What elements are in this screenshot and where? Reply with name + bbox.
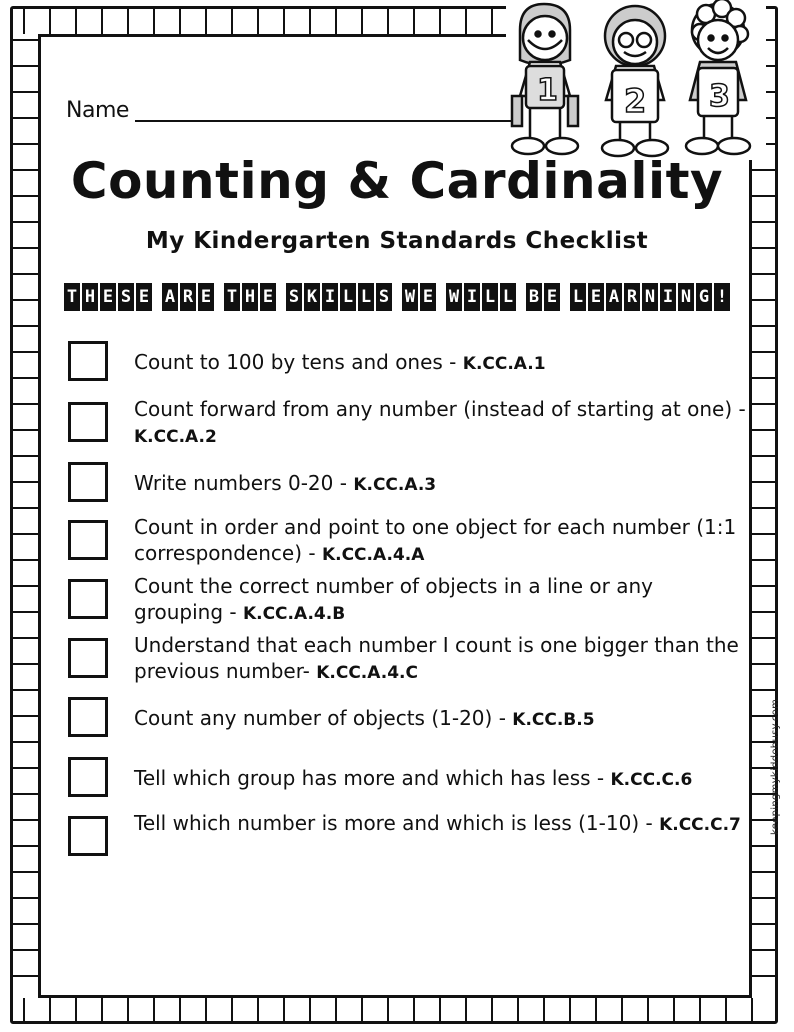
checkbox[interactable] (68, 638, 108, 678)
checklist-item-text (134, 573, 748, 627)
banner-letter: S (376, 283, 392, 311)
banner-word (570, 283, 730, 313)
standard-code: K.CC.A.3 (353, 475, 437, 495)
banner-letter: I (464, 283, 480, 311)
banner-letter: S (118, 283, 134, 311)
banner-letter: T (64, 283, 80, 311)
banner-letter: E (198, 283, 214, 311)
name-label: Name (66, 98, 129, 123)
number-three-label: 3 (709, 79, 730, 114)
banner-letter: ! (714, 283, 730, 311)
banner-word (64, 283, 152, 313)
banner-letter: R (180, 283, 196, 311)
page-title: Counting & Cardinality (70, 152, 724, 210)
checkbox[interactable] (68, 816, 108, 856)
checkbox[interactable] (68, 579, 108, 619)
checkbox[interactable] (68, 757, 108, 797)
standard-code: K.CC.B.5 (512, 710, 595, 730)
banner-letter: H (242, 283, 258, 311)
banner-letter: T (224, 283, 240, 311)
checklist-item-label: Understand that each number I count is one bigger than the previous number- (134, 633, 739, 683)
banner-letter: N (678, 283, 694, 311)
page-subtitle: My Kindergarten Standards Checklist (145, 228, 649, 254)
banner-word (446, 283, 516, 313)
banner-letter: E (420, 283, 436, 311)
banner-word (162, 283, 214, 313)
banner-letter: W (402, 283, 418, 311)
checkbox[interactable] (68, 462, 108, 502)
banner-letter: I (322, 283, 338, 311)
banner-letter: E (100, 283, 116, 311)
banner-letter: L (500, 283, 516, 311)
banner-letter: K (304, 283, 320, 311)
checklist-item-label: Count the correct number of objects in a line or any grouping - (134, 574, 654, 624)
checkbox[interactable] (68, 402, 108, 442)
name-field[interactable] (135, 120, 513, 122)
checkbox[interactable] (68, 697, 108, 737)
standard-code: K.CC.C.6 (610, 770, 693, 790)
banner-word (224, 283, 276, 313)
standard-code: K.CC.C.7 (659, 815, 741, 835)
kids-illustration (500, 0, 770, 165)
standard-code: K.CC.A.1 (462, 354, 546, 374)
banner-letter: A (162, 283, 178, 311)
checklist-item-text (134, 349, 748, 377)
banner-letter: H (82, 283, 98, 311)
banner-letter: L (340, 283, 356, 311)
banner-letter: W (446, 283, 462, 311)
banner-letter: L (570, 283, 586, 311)
skills-banner (66, 283, 728, 313)
watermark-text: keepingmykiddobusy.com (770, 698, 781, 835)
banner-letter: L (482, 283, 498, 311)
checklist-item-text (134, 705, 748, 733)
standard-code: K.CC.A.2 (134, 427, 217, 447)
checklist-item-label: Count any number of objects (1-20) - (134, 706, 513, 730)
banner-word (286, 283, 392, 313)
banner-letter: L (358, 283, 374, 311)
banner-word (526, 283, 560, 313)
checklist-item-text (134, 810, 748, 838)
checklist-item-label: Count forward from any number (instead of starting at one) - (134, 397, 746, 421)
banner-letter: B (526, 283, 542, 311)
checklist-item-label: Count in order and point to one object for each number (1:1 correspondence) - (134, 515, 737, 565)
banner-letter: E (136, 283, 152, 311)
banner-word (402, 283, 436, 313)
checklist-item-text (134, 396, 748, 450)
banner-letter: E (544, 283, 560, 311)
standard-code: K.CC.A.4.A (321, 545, 425, 565)
banner-letter: N (642, 283, 658, 311)
checklist-item-text (134, 470, 748, 498)
banner-letter: E (588, 283, 604, 311)
banner-letter: R (624, 283, 640, 311)
banner-letter: E (260, 283, 276, 311)
banner-letter: A (606, 283, 622, 311)
banner-letter: G (696, 283, 712, 311)
standard-code: K.CC.A.4.B (242, 604, 346, 624)
standard-code: K.CC.A.4.C (316, 663, 418, 683)
checklist-item-label: Tell which number is more and which is less (1-10) - (134, 811, 660, 835)
number-two-label: 2 (624, 82, 647, 120)
banner-letter: I (660, 283, 676, 311)
checkbox[interactable] (68, 341, 108, 381)
checklist-item-label: Write numbers 0-20 - (134, 471, 354, 495)
checklist-item-text (134, 632, 748, 686)
checklist-item-text (134, 514, 748, 568)
banner-letter: S (286, 283, 302, 311)
number-one-label: 1 (537, 73, 558, 108)
checkbox[interactable] (68, 520, 108, 560)
checklist-item-text (134, 765, 748, 793)
checklist-item-label: Count to 100 by tens and ones - (134, 350, 463, 374)
checklist-item-label: Tell which group has more and which has less - (134, 766, 611, 790)
